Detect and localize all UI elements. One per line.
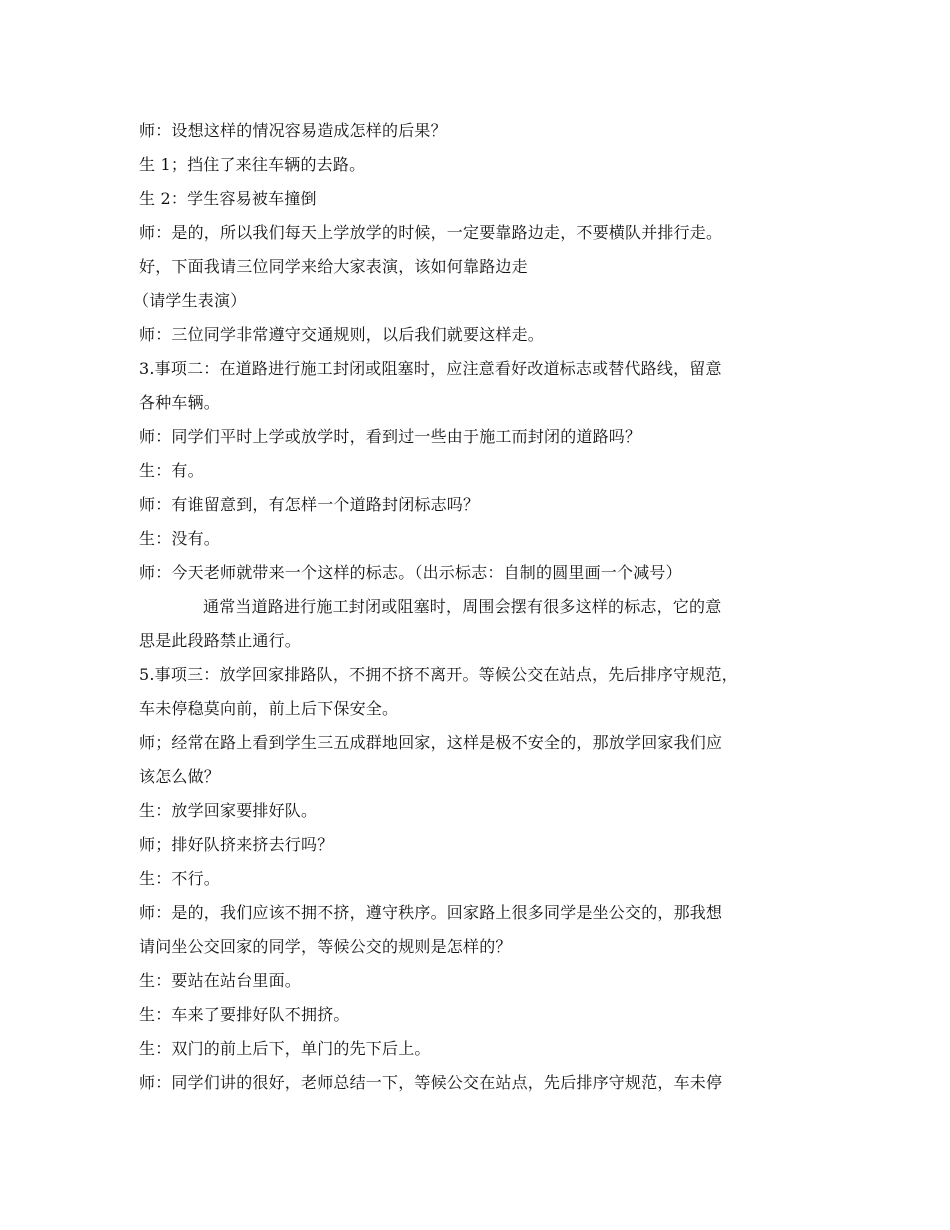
text-line: 师：是的，我们应该不拥不挤，遵守秩序。回家路上很多同学是坐公交的，那我想 — [139, 903, 723, 922]
text-line: 5.事项三：放学回家排路队，不拥不挤不离开。等候公交在站点，先后排序守规范， — [139, 665, 738, 684]
text-line: 该怎么做？ — [139, 767, 221, 786]
text-line: 师：今天老师就带来一个这样的标志。（出示标志：自制的圆里画一个减号） — [139, 563, 682, 582]
text-line: 师：同学们讲的很好，老师总结一下，等候公交在站点，先后排序守规范，车未停 — [139, 1073, 723, 1092]
text-line: 生：要站在站台里面。 — [139, 971, 302, 990]
text-line: 3.事项二：在道路进行施工封闭或阻塞时，应注意看好改道标志或替代路线，留意 — [139, 359, 722, 378]
text-line: 好，下面我请三位同学来给大家表演，该如何靠路边走 — [139, 257, 528, 276]
text-line: 车未停稳莫向前，前上后下保安全。 — [139, 699, 399, 718]
text-line: 师：有谁留意到，有怎样一个道路封闭标志吗？ — [139, 495, 480, 514]
text-line: （请学生表演） — [133, 291, 247, 310]
text-line: 生：车来了要排好队不拥挤。 — [139, 1005, 350, 1024]
document-body — [133, 114, 829, 1100]
text-line: 生：不行。 — [139, 869, 221, 888]
text-line: 师；排好队挤来挤去行吗？ — [139, 835, 334, 854]
text-line: 生 2：学生容易被车撞倒 — [139, 189, 317, 208]
text-line: 师：设想这样的情况容易造成怎样的后果？ — [139, 121, 447, 140]
text-line: 请问坐公交回家的同学，等候公交的规则是怎样的？ — [139, 937, 512, 956]
text-line: 思是此段路禁止通行。 — [139, 631, 302, 650]
text-line: 师：是的，所以我们每天上学放学的时候，一定要靠路边走，不要横队并排行走。 — [139, 223, 723, 242]
text-line: 通常当道路进行施工封闭或阻塞时，周围会摆有很多这样的标志，它的意 — [203, 597, 722, 616]
text-line: 生：有。 — [139, 461, 204, 480]
text-line: 生：没有。 — [139, 529, 221, 548]
text-line: 生 1；挡住了来往车辆的去路。 — [139, 155, 366, 174]
text-line: 师；经常在路上看到学生三五成群地回家，这样是极不安全的，那放学回家我们应 — [139, 733, 723, 752]
text-line: 生：放学回家要排好队。 — [139, 801, 318, 820]
text-line: 师：三位同学非常遵守交通规则，以后我们就要这样走。 — [139, 325, 545, 344]
text-line: 师：同学们平时上学或放学时，看到过一些由于施工而封闭的道路吗？ — [139, 427, 642, 446]
text-line: 生：双门的前上后下，单门的先下后上。 — [139, 1039, 431, 1058]
text-line: 各种车辆。 — [139, 393, 221, 412]
